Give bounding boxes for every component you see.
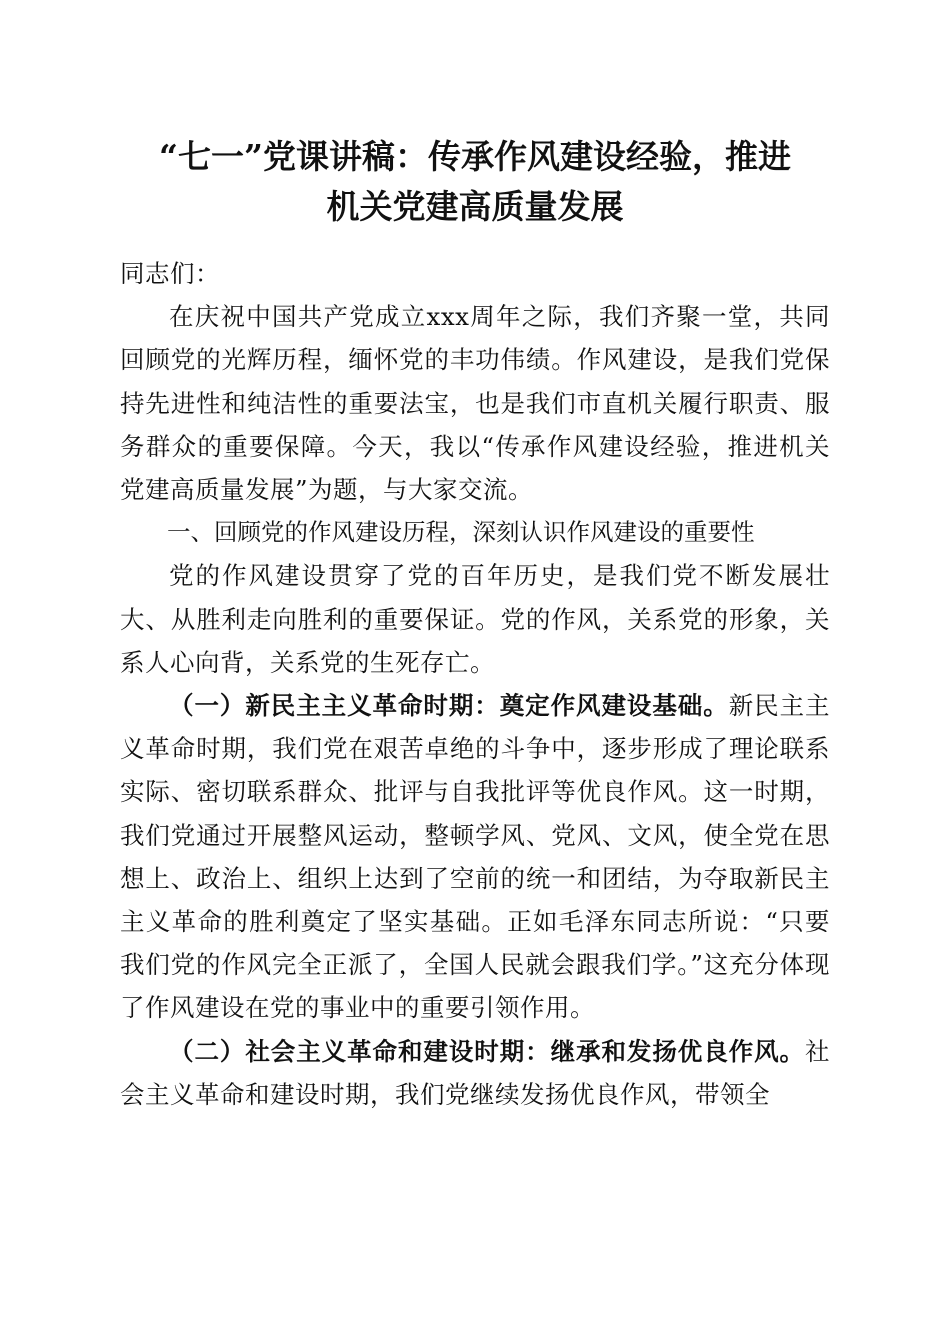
subsection-1-body: 新民主主义革命时期，我们党在艰苦卓绝的斗争中，逐步形成了理论联系实际、密切联系群众、批评与自我批评等优良作风。这一时期，我们党通过开展整风运动，整顿学风、党风、文风，使全党在思想上、政治上、组织上达到了空前的统一和团结，为夺取新民主主义革命的胜利奠定了坚实基础。正如毛泽东同志所说：“只要我们党的作风完全正派了，全国人民就会跟我们学。”这充分体现了作风建设在党的事业中的重要引领作用。 bbox=[120, 691, 831, 1023]
intro-paragraph: 在庆祝中国共产党成立xxx周年之际，我们齐聚一堂，共同回顾党的光辉历程，缅怀党的丰功伟绩。作风建设，是我们党保持先进性和纯洁性的重要法宝，也是我们市直机关履行职责、服务群众的重要保障。今天，我以“传承作风建设经验，推进机关党建高质量发展”为题，与大家交流。 bbox=[120, 302, 830, 505]
subsection-2-body: 社会主义革命和建设时期，我们党继续发扬优良作风，带领全 bbox=[120, 1036, 830, 1109]
title-line-2: 机关党建高质量发展 bbox=[326, 187, 624, 226]
document-title bbox=[120, 132, 830, 232]
title-line-1: “七一”党课讲稿：传承作风建设经验，推进 bbox=[159, 137, 791, 176]
salutation: 同志们： bbox=[120, 259, 220, 288]
subsection-1-title: （一）新民主主义革命时期：奠定作风建设基础。 bbox=[169, 691, 729, 721]
subsection-2-title: （二）社会主义革命和建设时期：继承和发扬优良作风。 bbox=[169, 1036, 805, 1066]
subsection-1-paragraph bbox=[120, 684, 830, 1030]
document-body bbox=[120, 252, 830, 1116]
section-1-paragraph: 党的作风建设贯穿了党的百年历史，是我们党不断发展壮大、从胜利走向胜利的重要保证。党的作风，关系党的形象，关系人心向背，关系党的生死存亡。 bbox=[120, 561, 830, 677]
section-1-heading: 一、回顾党的作风建设历程，深刻认识作风建设的重要性 bbox=[167, 518, 755, 547]
subsection-2-paragraph bbox=[120, 1030, 830, 1116]
